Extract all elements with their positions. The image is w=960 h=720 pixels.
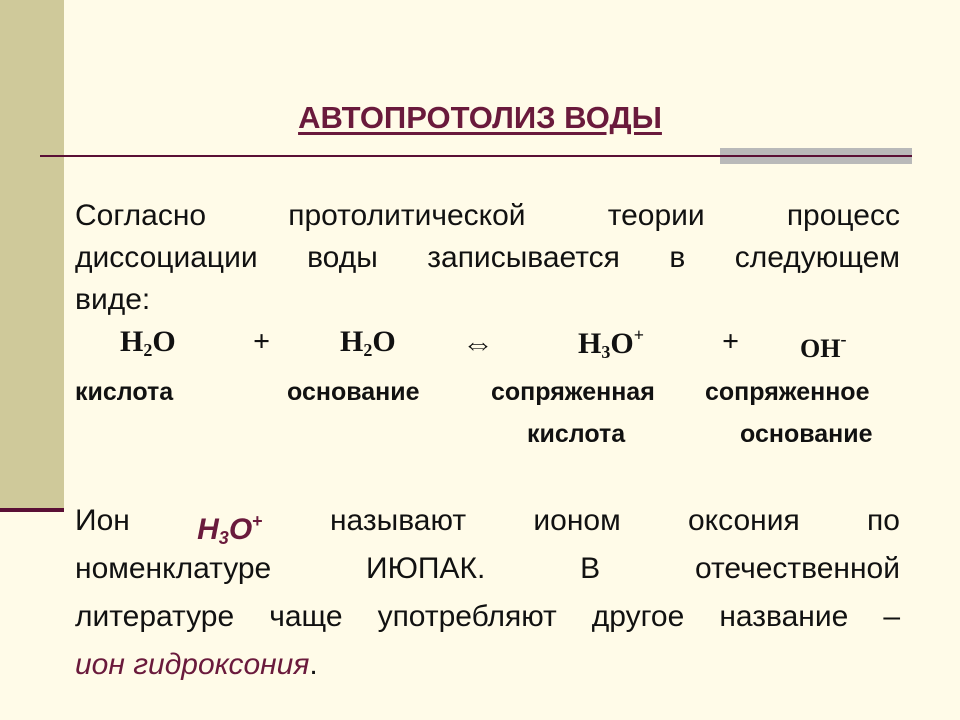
paragraph-line [75,596,900,644]
word: . [309,648,318,681]
label-conjugate-acid-1: сопряженная [491,378,655,406]
word: другое [591,600,685,633]
hydroxide-ion: OH- [800,329,847,363]
title-divider-accent [720,148,912,164]
word: воды [307,241,378,274]
plus-sign-2: + [722,325,740,358]
paragraph-line [75,195,900,237]
word: диссоциации [75,241,258,274]
plus-sign-1: + [253,325,271,358]
paragraph-line [75,237,900,279]
word: протолитической [288,199,526,232]
water-molecule-2: $H_2O$ [340,325,396,360]
water-molecule-1: $H_2O$ [120,325,176,360]
word: ИЮПАК. [366,552,486,585]
word: следующем [734,241,900,274]
word: в [669,241,686,274]
oxonium-paragraph [75,500,900,692]
word: номенклатуре [75,552,272,585]
hydroxonium-term: ион гидроксония [75,648,310,681]
hydronium-ion: $H_3O^+$ [578,325,644,362]
word: чаще [269,600,343,633]
label-conjugate-base-1: сопряженное [705,378,870,406]
word: название [719,600,849,633]
decorative-side-bar [0,0,64,510]
word: употребляют [377,600,557,633]
word: литературе [75,600,235,633]
word: виде: [75,283,151,316]
paragraph-line [75,500,900,548]
word: – [883,600,900,633]
label-conjugate-base-2: основание [740,420,873,448]
word: записывается [427,241,620,274]
word: по [867,504,900,537]
label-conjugate-acid-2: кислота [527,420,626,448]
equilibrium-arrow-icon: ⇔ [462,325,494,361]
word: Ион [75,504,130,537]
word: Согласно [75,199,207,232]
label-acid: кислота [75,378,174,406]
paragraph-line [75,548,900,596]
word: ионом [533,504,621,537]
word: оксония [688,504,800,537]
label-base: основание [287,378,420,406]
word: отечественной [694,552,900,585]
intro-paragraph [75,195,900,321]
slide-title: АВТОПРОТОЛИЗ ВОДЫ [298,100,662,135]
word: теории [607,199,705,232]
paragraph-line [75,279,900,321]
oxonium-formula: $H_3O^+$ [197,511,263,548]
word: процесс [786,199,900,232]
decorative-side-rule [0,508,64,512]
paragraph-line [75,644,900,692]
word: В [580,552,601,585]
word: называют [329,504,467,537]
